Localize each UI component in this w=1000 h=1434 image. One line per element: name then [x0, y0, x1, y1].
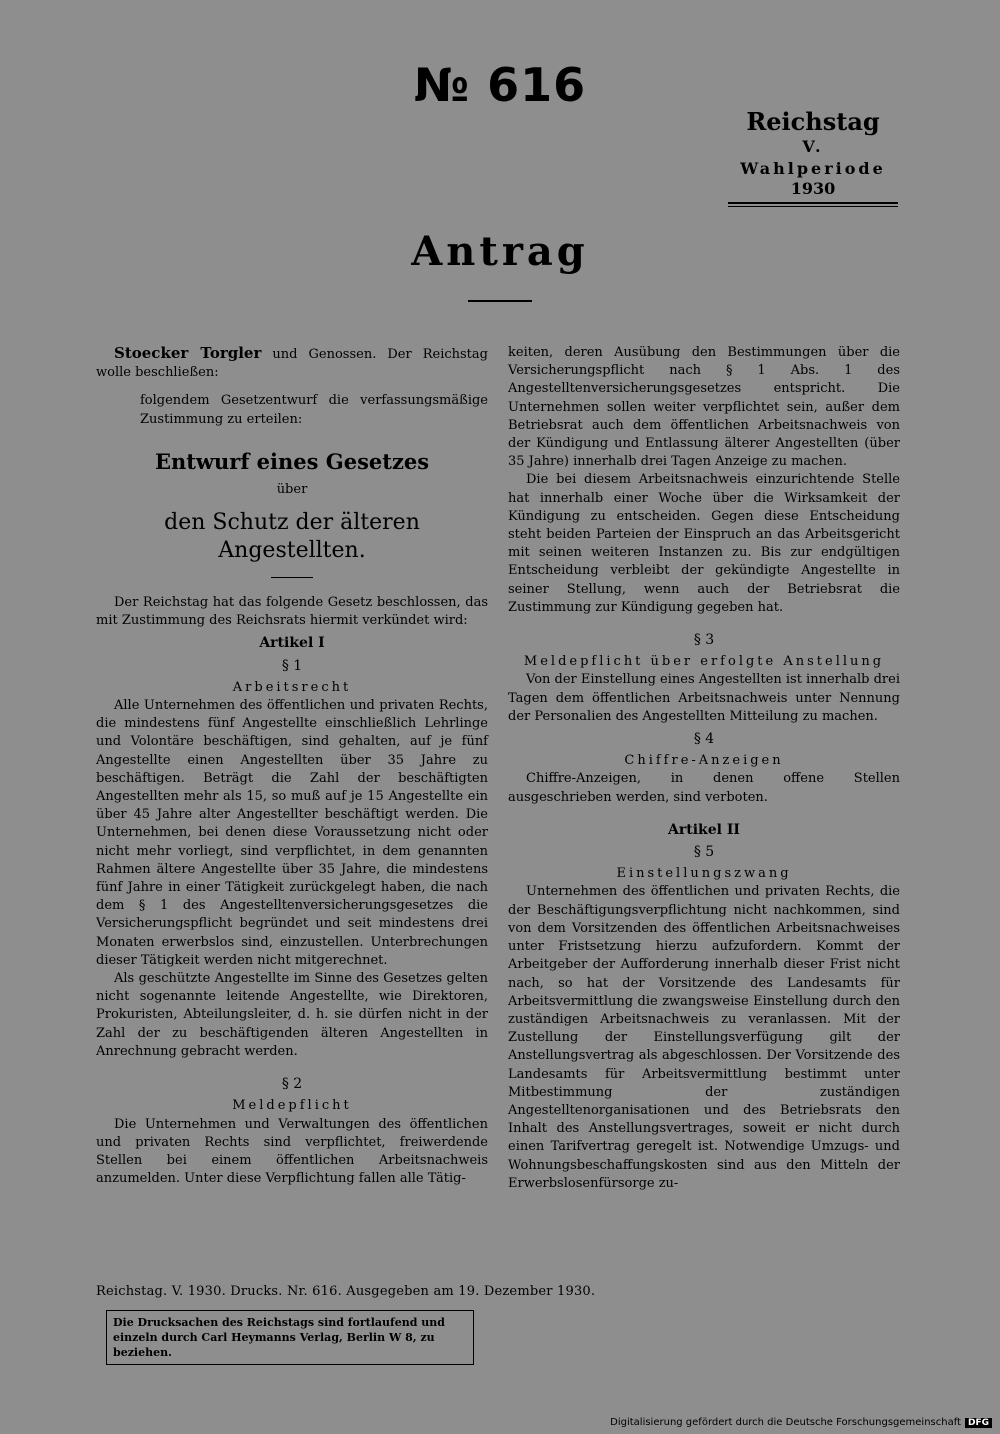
law-ueber: über [276, 481, 308, 497]
paragraph-3-text: Von der Einstellung eines Angestellten ist innerhalb drei Tagen dem öffentlichen Arbeitsnachweis unter Nennung der Personalien des Angestellten Mitteilung zu machen. [508, 672, 900, 724]
year-label: 1930 [790, 179, 836, 198]
paragraph-3-number: § 3 [693, 632, 715, 649]
paragraph-5-text: Unternehmen des öffentlichen und privaten Rechts, die der Beschäftigungsverpflichtung nicht nachkommen, sind von dem Vorsitzenden des öffentlichen Arbeitsnachweises unter Fristsetzung hierzu aufzufordern. Kommt der Arbeitgeber der Aufforderung innerhalb dieser Frist nicht nach, so hat der Vorsitzende des Landesamts für Arbeitsvermittlung die zwangsweise Einstellung durch den zuständigen Arbeitsnachweis zu veranlassen. Mit der Zustellung der Einstellungsverfügung gilt der Anstellungsvertrag als abgeschlossen. Der Vorsitzende des Landesamts für Arbeitsvermittlung bestimmt unter Mitbestimmung der zuständigen Angestelltenorganisationen und des Betriebsrats den Inhalt des Anstellungsvertrages, soweit er nicht durch einen Tarifvertrag geregelt ist. Notwendige Umzugs- und Wohnungsbeschaffungskosten sind aus den Mitteln der Erwerbslosenfürsorge zu- [508, 884, 900, 1191]
artikel-1-heading: Artikel I [259, 635, 325, 652]
paragraph-1-text-2: Als geschützte Angestellte im Sinne des Gesetzes gelten nicht sogenannte leitende Angestellte, wie Direktoren, Prokuristen, Abteilungsleiter, d. h. sie dürfen nicht in der Zahl der zu beschäftigenden älteren Angestellten in Anrechnung gebracht werden. [96, 971, 488, 1059]
digitization-credit [610, 1417, 992, 1428]
paragraph-4-text: Chiffre-Anzeigen, in denen offene Stellen ausgeschrieben werden, sind verboten. [508, 771, 900, 805]
paragraph-2-text: Die Unternehmen und Verwaltungen des öffentlichen und privaten Rechts sind verpflichtet, freiwerdende Stellen bei einem öffentlichen Arbeitsnachweis anzumelden. Unter diese Verpflichtung fallen alle Tätig- [96, 1116, 488, 1187]
section-rule [271, 577, 313, 578]
paragraph-2-continued-2: Die bei diesem Arbeitsnachweis einzurichtende Stelle hat innerhalb einer Woche über die Wirksamkeit der Kündigung zu entscheiden. Gegen diese Entscheidung steht beiden Parteien der Einspruch an das Arbeitsgericht mit seinen weiteren Instanzen zu. Bis zur endgültigen Entscheidung verbleibt der gekündigte Angestellte in seiner Stellung, wenn auch der Betriebsrat die Zustimmung zur Kündigung gegeben hat. [508, 472, 900, 615]
paragraph-5-number: § 5 [693, 844, 715, 861]
preamble-text: Der Reichstag hat das folgende Gesetz beschlossen, das mit Zustimmung des Reichsrats hiermit verkündet wird: [96, 595, 488, 629]
paragraph-3-heading: Meldepflicht über erfolgte Anstellung [523, 654, 885, 670]
print-info-line: Reichstag. V. 1930. Drucks. Nr. 616. Ausgegeben am 19. Dezember 1930. [96, 1284, 596, 1299]
document-number: № 616 [413, 58, 587, 112]
law-title: Entwurf eines Gesetzes [154, 448, 430, 474]
artikel-2-heading: Artikel II [668, 821, 740, 838]
publisher-note: Die Drucksachen des Reichstags sind fortlaufend und einzeln durch Carl Heymanns Verlag, Berlin W 8, zu beziehen. [106, 1310, 474, 1365]
paragraph-4-heading: Chiffre-Anzeigen [624, 753, 784, 769]
paragraph-2-number: § 2 [281, 1076, 303, 1093]
period-rule-thin [728, 206, 898, 207]
sponsor-rest: und Genossen. Der Reichstag wolle beschließen: [96, 347, 488, 381]
paragraph-2-heading: Meldepflicht [232, 1098, 352, 1114]
paragraph-2-continued: keiten, deren Ausübung den Bestimmungen über die Versicherungspflicht nach § 1 Abs. 1 des Angestelltenversicherungsgesetzes entspricht. Die Unternehmen sollen weiter verpflichtet sein, außer dem Betriebsrat auch dem öffentlichen Arbeitsnachweis von der Kündigung und Entlassung älterer Angestellten (über 35 Jahre) innerhalb drei Tagen Anzeige zu machen. [508, 345, 900, 470]
paragraph-5-heading: Einstellungszwang [616, 866, 792, 882]
title-rule [468, 300, 532, 302]
law-subject: den Schutz der älteren Angestellten. [164, 510, 420, 564]
resolution-text: folgendem Gesetzentwurf die verfassungsmäßige Zustimmung zu erteilen: [140, 393, 488, 427]
left-column [96, 344, 488, 1188]
paragraph-1-text: Alle Unternehmen des öffentlichen und privaten Rechts, die mindestens fünf Angestellte einschließlich Lehrlinge und Volontäre beschäftigen, sind gehalten, auf je fünf Angestellte einen Angestellten über 35 Jahre zu beschäftigen. Beträgt die Zahl der beschäftigten Angestellten mehr als 15, so muß auf je 15 Angestellte ein über 45 Jahre alter Angestellter beschäftigt werden. Die Unternehmen, bei denen diese Voraussetzung nicht oder nicht mehr vorliegt, sind verpflichtet, in dem genannten Rahmen ältere Angestellte über 35 Jahre, die mindestens fünf Jahre in einer Tätigkeit zurückgelegt haben, die nach dem § 1 des Angestelltenversicherungsgesetzes die Versicherungspflicht begründet und seit mindestens drei Monaten erwerbslos sind, einzustellen. Unterbrechungen dieser Tätigkeit werden nicht mitgerechnet. [96, 698, 488, 968]
paragraph-1-heading: Arbeitsrecht [232, 679, 352, 695]
sponsor-line [96, 344, 488, 382]
paragraph-1-number: § 1 [281, 657, 303, 674]
credit-text: Digitalisierung gefördert durch die Deutsche Forschungsgemeinschaft [610, 1417, 961, 1428]
paragraph-4-number: § 4 [693, 731, 715, 748]
dfg-logo: DFG [965, 1418, 992, 1428]
period-block [728, 108, 898, 207]
document-type-title: Antrag [411, 228, 589, 275]
reichstag-label: Reichstag [746, 107, 880, 136]
period-rule [728, 202, 898, 204]
wahlperiode-label: V. Wahlperiode [740, 137, 886, 178]
right-column [508, 344, 900, 1193]
sponsor-names: Stoecker Torgler [114, 344, 262, 362]
